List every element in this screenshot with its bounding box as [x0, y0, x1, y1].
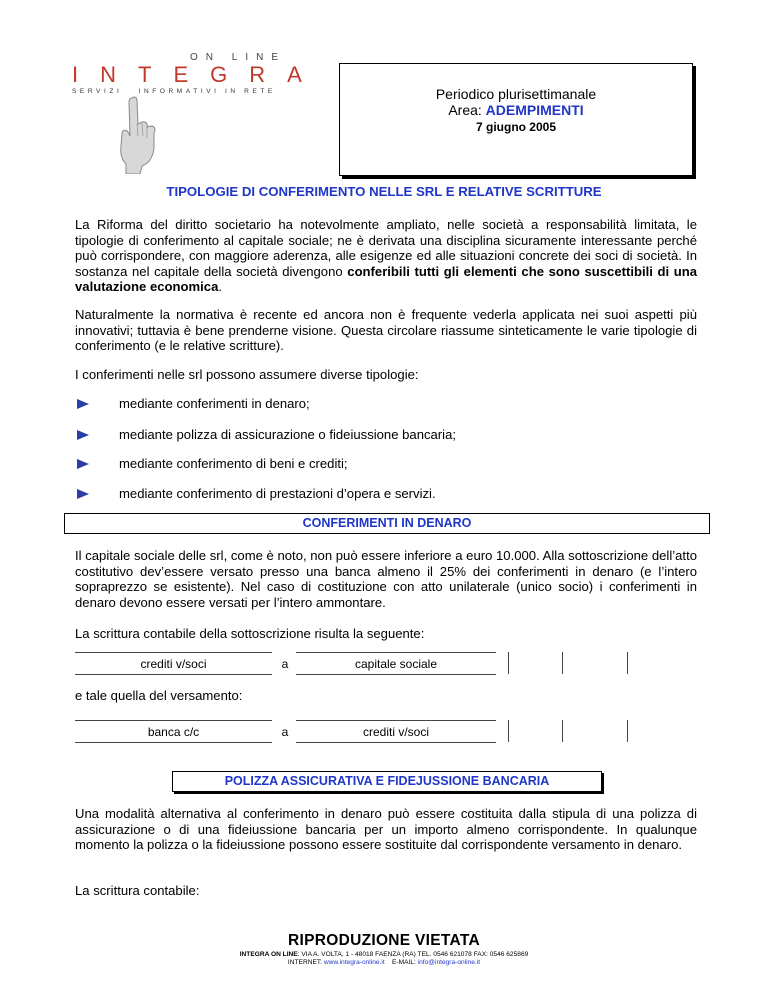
- logo-online-text: ON LINE: [190, 52, 287, 63]
- footer-title: RIPRODUZIONE VIETATA: [288, 932, 480, 949]
- logo-integra-text: INTEGRA: [72, 62, 324, 87]
- amount-column-rule: [508, 720, 509, 742]
- intro-paragraph-1: [75, 217, 697, 295]
- intro-p1-bold: conferibili tutti gli elementi che sono suscettibili di una valutazione economica: [75, 263, 698, 294]
- section2-paragraph-2: La scrittura contabile:: [75, 883, 200, 898]
- entry-rule: [296, 742, 496, 743]
- entry-rule: [75, 652, 272, 653]
- footer-company: INTEGRA ON LINE: [239, 951, 298, 958]
- area-value: ADEMPIMENTI: [485, 102, 584, 118]
- periodicity-text: Periodico plurisettimanale: [435, 86, 597, 102]
- publication-header-box: [339, 63, 693, 176]
- issue-date: 7 giugno 2005: [475, 120, 557, 134]
- entry1-separator: a: [281, 657, 289, 671]
- entry-rule: [75, 742, 272, 743]
- amount-column-rule: [627, 720, 628, 742]
- entry2-credit-account: crediti v/soci: [362, 725, 430, 739]
- area-label: Area:: [448, 102, 486, 118]
- triangle-bullet-icon: [77, 489, 89, 499]
- triangle-bullet-icon: [77, 459, 89, 469]
- entry-rule: [75, 674, 272, 675]
- intro-paragraph-2: Naturalmente la normativa è recente ed ancora non è frequente vederla applicata nei suoi aspetti più innovativi; tuttavia è bene prenderne visione. Questa circolare riassume sinteticamente le varie tipologie di conferimento (e le relative scritture).: [75, 307, 697, 353]
- entry-rule: [75, 720, 272, 721]
- amount-column-rule: [508, 652, 509, 674]
- footer-email-label: E-MAIL:: [384, 959, 418, 966]
- section1-paragraph-1: Il capitale sociale delle srl, come è noto, non può essere inferiore a euro 10.000. Alla sottoscrizione dell’atto costitutivo dev’essere versato presso una banca almeno il 25% dei conferimenti in denaro (e l’intero sopraprezzo se esistente). Nel caso di costituzione con atto unilaterale (unico socio) i conferimenti in denaro devono essere versati per l’intero ammontare.: [75, 548, 697, 610]
- bullet-text: mediante conferimenti in denaro;: [119, 396, 310, 411]
- entry1-debit-account: crediti v/soci: [140, 657, 207, 671]
- footer-contact-line: [0, 959, 768, 966]
- area-line: [340, 102, 692, 118]
- entry-rule: [296, 674, 496, 675]
- section-heading-text: CONFERIMENTI IN DENARO: [302, 516, 472, 530]
- intro-p1-end: .: [218, 279, 222, 294]
- section2-paragraph-1: Una modalità alternativa al conferimento in denaro può essere costituita dalla stipula di una polizza di assicurazione o di una fideiussione bancaria per un importo almeno corrispondente. In qualunque momento la polizza o la fideiussione possono essere sostituite dal corrispondente versamento in denaro.: [75, 806, 697, 852]
- triangle-bullet-icon: [77, 399, 89, 409]
- amount-column-rule: [627, 652, 628, 674]
- entry1-credit-account: capitale sociale: [354, 657, 438, 671]
- entry-rule: [296, 720, 496, 721]
- section1-paragraph-3: e tale quella del versamento:: [75, 688, 243, 703]
- pointing-hand-icon: [118, 96, 158, 179]
- intro-p1-text: La Riforma del diritto societario ha notevolmente ampliato, nelle società a responsabilità limitata, le tipologie di conferimento al capitale sociale; ne è derivata una disciplina sicuramente interessante perché può corrispondere, con maggiore aderenza, alle esigenze ed alle situazioni concrete dei soci di società. In sostanza nel capitale della società divengono: [75, 217, 697, 279]
- section-heading-text: POLIZZA ASSICURATIVA E FIDEJUSSIONE BANCARIA: [224, 774, 550, 788]
- footer-address: : VIA A. VOLTA, 1 - 48018 FAENZA (RA) TEL. 0546 621078 FAX: 0546 625869: [297, 951, 529, 958]
- section1-paragraph-2: La scrittura contabile della sottoscrizione risulta la seguente:: [75, 626, 425, 641]
- section-heading-conferimenti-denaro: [64, 513, 710, 534]
- document-title: TIPOLOGIE DI CONFERIMENTO NELLE SRL E RELATIVE SCRITTURE: [166, 184, 602, 199]
- amount-column-rule: [562, 720, 563, 742]
- entry2-debit-account: banca c/c: [147, 725, 200, 739]
- logo-tagline: SERVIZI INFORMATIVI IN RETE: [72, 88, 276, 95]
- triangle-bullet-icon: [77, 430, 89, 440]
- footer-website-link[interactable]: www.integra-online.it: [323, 959, 385, 966]
- footer-internet-label: INTERNET:: [287, 959, 324, 966]
- entry2-separator: a: [281, 725, 289, 739]
- amount-column-rule: [562, 652, 563, 674]
- footer-address-line: [0, 951, 768, 958]
- entry-rule: [296, 652, 496, 653]
- bullet-text: mediante conferimento di prestazioni d’opera e servizi.: [119, 486, 436, 501]
- section-heading-polizza-fidejussione: [172, 771, 602, 792]
- intro-paragraph-3: I conferimenti nelle srl possono assumere diverse tipologie:: [75, 367, 419, 382]
- bullet-text: mediante polizza di assicurazione o fideiussione bancaria;: [119, 427, 456, 442]
- footer-email-link[interactable]: info@integra-online.it: [417, 959, 481, 966]
- bullet-text: mediante conferimento di beni e crediti;: [119, 456, 348, 471]
